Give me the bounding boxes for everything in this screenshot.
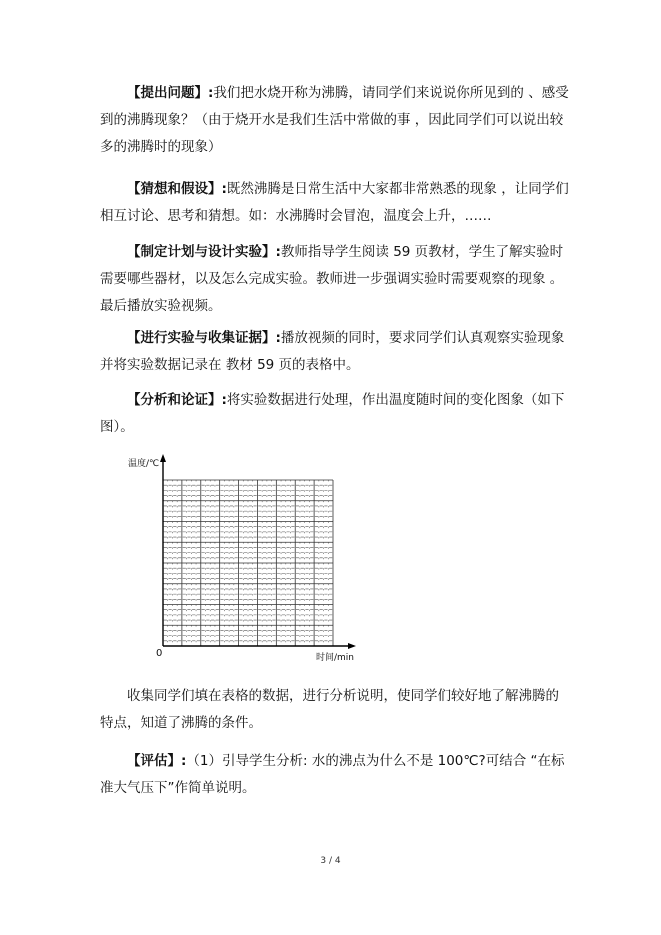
temperature-time-chart <box>120 450 360 666</box>
paragraph-text: 既然沸腾是日常生活中大家都非常熟悉的现象 ，让同学们相互讨论、思考和猜想。如：水沸腾时会冒泡，温度会上升，…… <box>100 181 569 224</box>
page-number: 3 / 4 <box>320 856 341 866</box>
y-axis-arrow <box>160 454 166 462</box>
paragraph-evaluation <box>100 748 570 802</box>
chart-y-axis-label: 温度/℃ <box>128 459 160 469</box>
paragraph-analysis <box>100 387 570 441</box>
section-label-evaluation: 【评估】: <box>127 753 187 769</box>
chart-graph <box>120 450 360 666</box>
paragraph-hypothesis <box>100 176 570 230</box>
x-axis-arrow <box>348 643 356 649</box>
chart-x-axis-label: 时间/min <box>316 653 355 663</box>
section-label-plan-design: 【制定计划与设计实验】: <box>127 244 281 260</box>
section-label-analysis: 【分析和论证】: <box>127 392 227 408</box>
paragraph-experiment-evidence <box>100 325 570 379</box>
paragraph-collect-data <box>100 683 570 737</box>
paragraph-text: 播放视频的同时，要求同学们认真观察实验现象并将实验数据记录在 教材 59 页的表格中。 <box>100 330 565 373</box>
chart-origin-label: 0 <box>156 648 163 659</box>
paragraph-text: （1）引导学生分析: 水的沸点为什么不是 100℃?可结合 “在标准大气压下”作简单说明。 <box>100 753 565 796</box>
paragraph-text: 将实验数据进行处理，作出温度随时间的变化图象（如下图）。 <box>100 392 565 435</box>
paragraph-ask-question <box>100 80 570 161</box>
paragraph-text: 我们把水烧开称为沸腾，请同学们来说说你所见到的 、感受到的沸腾现象？（由于烧开水是我们生活中常做的事 ，因此同学们可以说出较多的沸腾时的现象） <box>100 85 569 155</box>
paragraph-plan-design <box>100 239 570 320</box>
section-label-ask-question: 【提出问题】: <box>127 85 214 101</box>
paragraph-text: 教师指导学生阅读 59 页教材，学生了解实验时需要哪些器材，以及怎么完成实验。教师进一步强调实验时需要观察的现象 。最后播放实验视频。 <box>100 244 564 314</box>
paragraph-text: 收集同学们填在表格的数据，进行分析说明，使同学们较好地了解沸腾的特点，知道了沸腾的条件。 <box>100 688 559 731</box>
section-label-experiment-evidence: 【进行实验与收集证据】: <box>127 330 281 346</box>
section-label-hypothesis: 【猜想和假设】: <box>127 181 227 197</box>
